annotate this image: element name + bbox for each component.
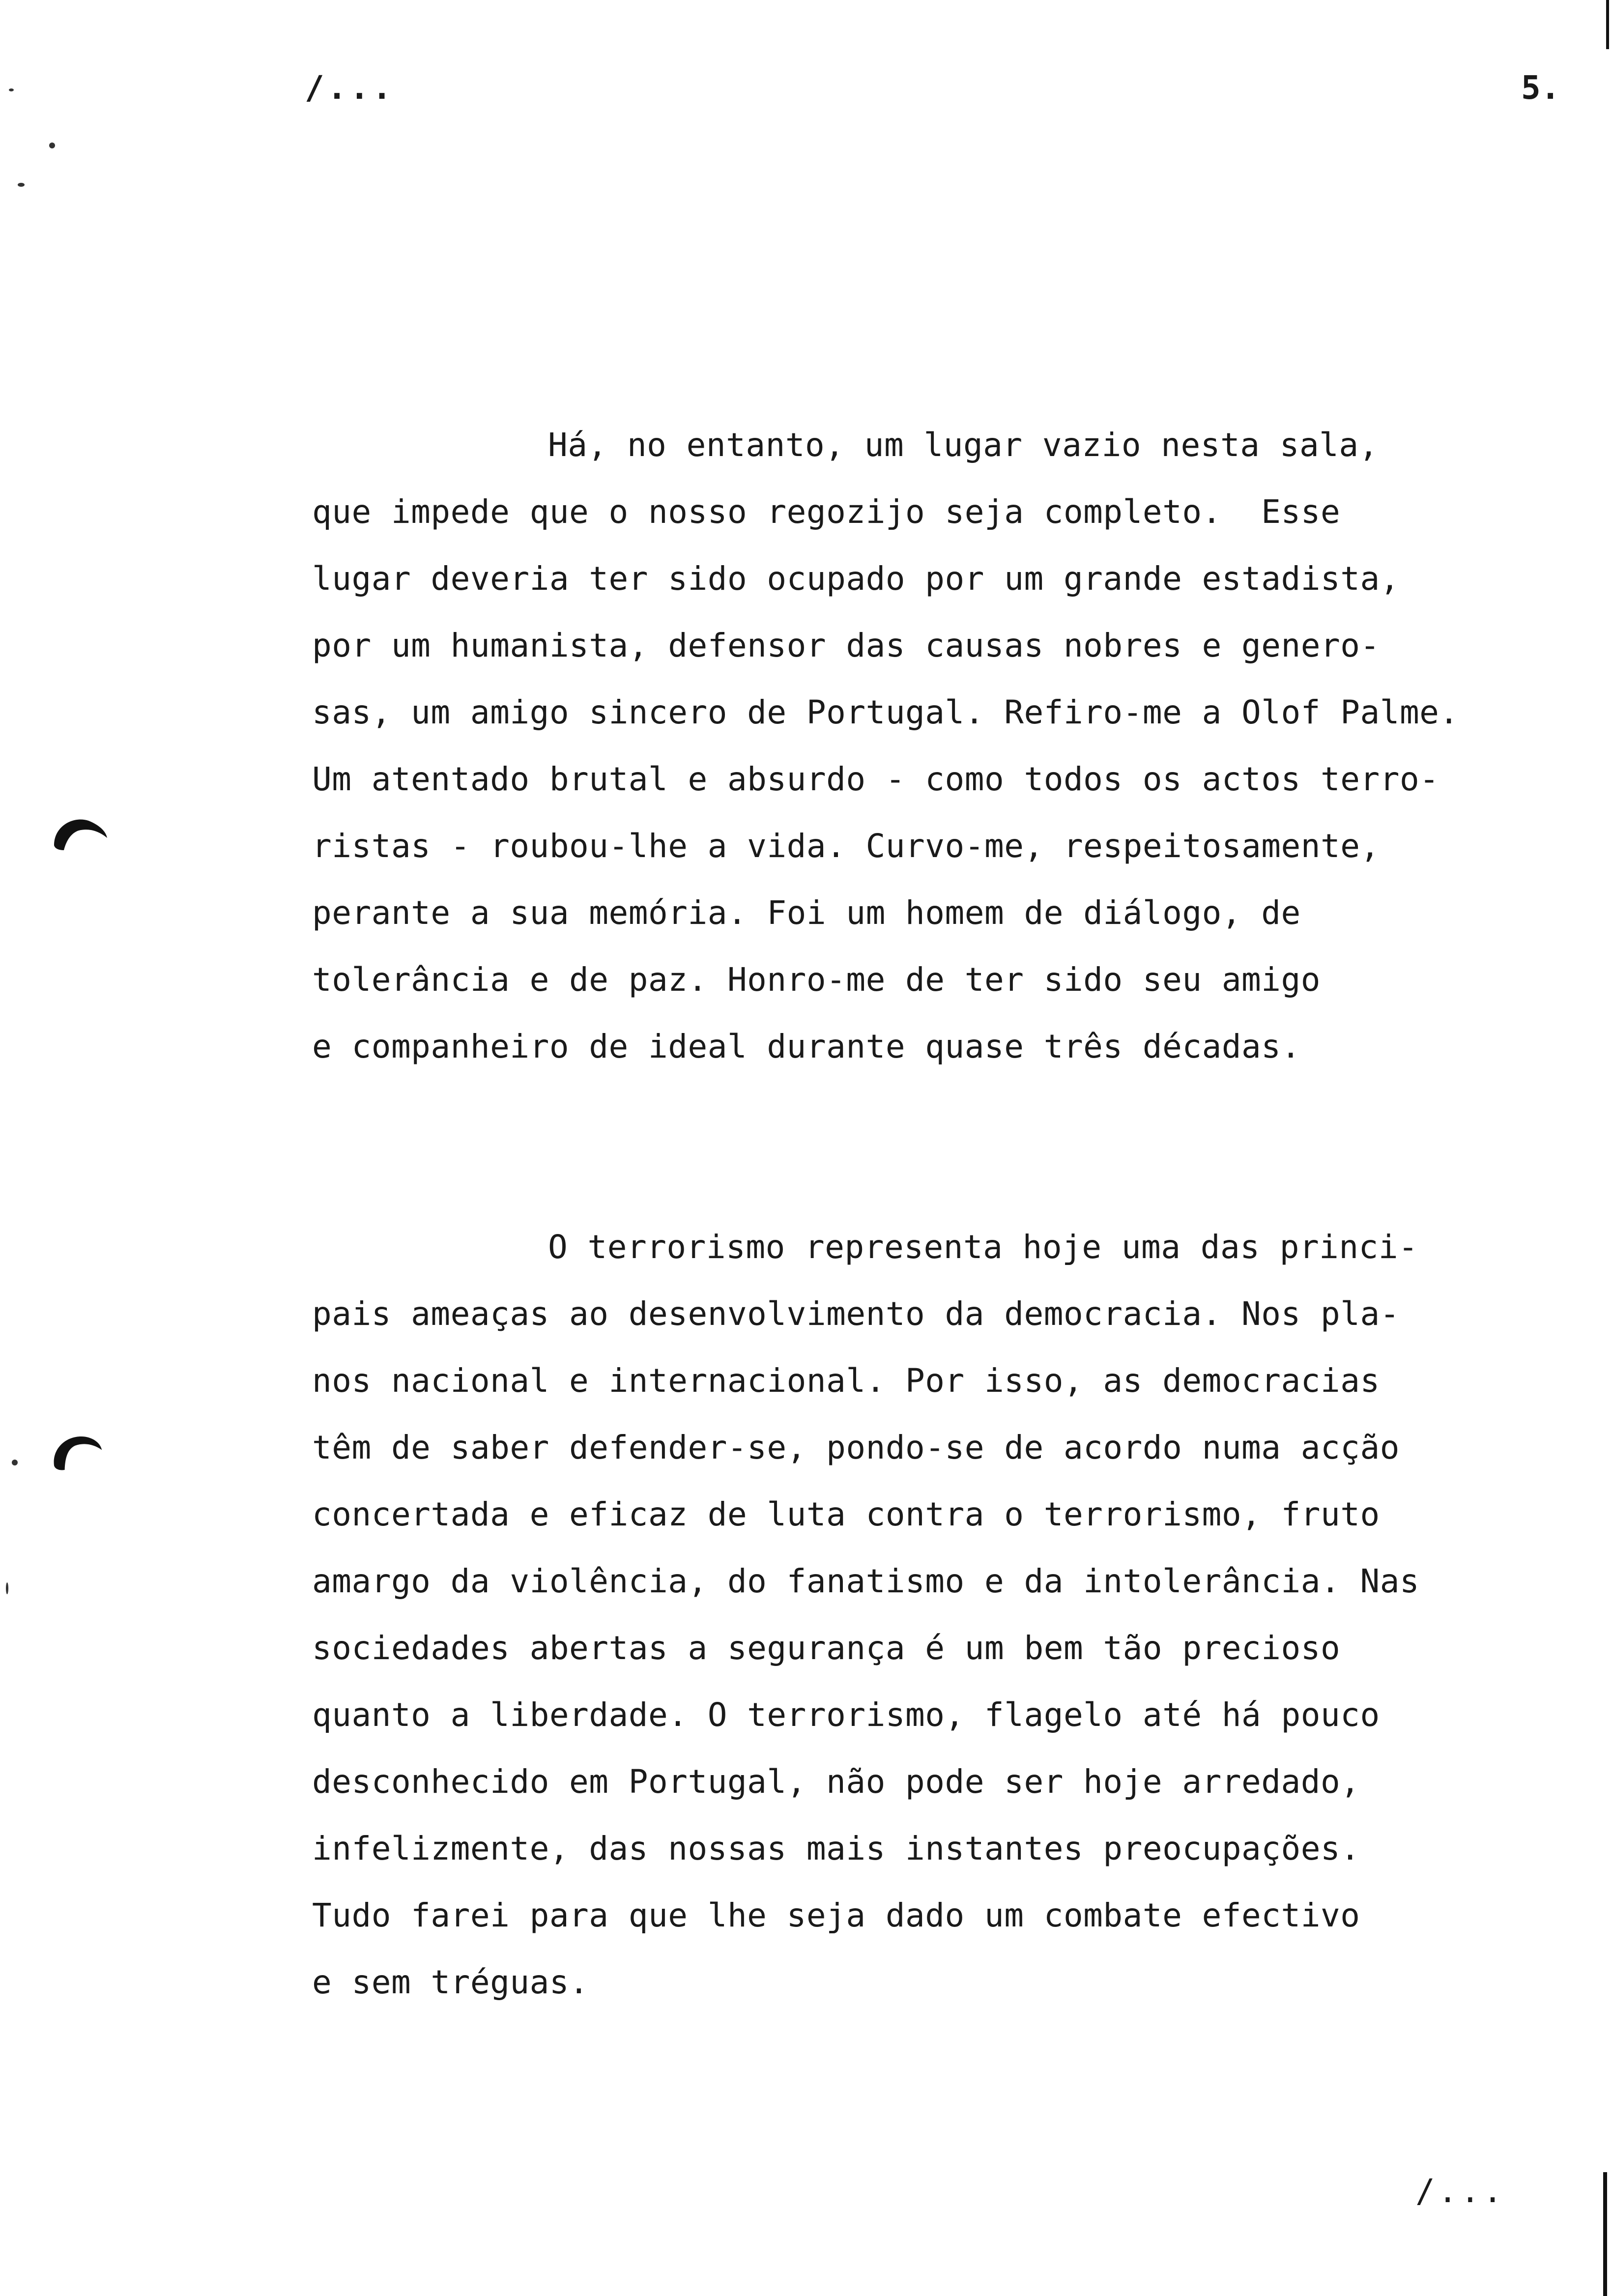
text-line: sociedades abertas a segurança é um bem tão precioso <box>312 1629 1341 1667</box>
text-line: Tudo farei para que lhe seja dado um combate efectivo <box>312 1896 1360 1934</box>
scan-speck <box>49 143 55 148</box>
text-line: pais ameaças ao desenvolvimento da democracia. Nos pla- <box>312 1295 1400 1333</box>
text-line: infelizmente, das nossas mais instantes preocupações. <box>312 1830 1360 1867</box>
header-continuation-mark: /... <box>305 69 395 107</box>
text-line: perante a sua memória. Foi um homem de diálogo, de <box>312 894 1301 932</box>
paragraph-terrorism <box>312 1214 1492 2016</box>
text-line: O terrorismo representa hoje uma das princi- <box>548 1228 1418 1266</box>
punch-hole-icon <box>49 811 108 855</box>
text-line: quanto a liberdade. O terrorismo, flagelo até há pouco <box>312 1696 1380 1734</box>
page-number: 5. <box>1521 69 1560 107</box>
scan-speck <box>18 183 25 187</box>
text-line: tolerância e de paz. Honro-me de ter sido seu amigo <box>312 961 1321 999</box>
scan-speck <box>12 1460 18 1465</box>
text-line: e companheiro de ideal durante quase três décadas. <box>312 1028 1301 1065</box>
text-line: lugar deveria ter sido ocupado por um grande estadista, <box>312 560 1400 598</box>
text-line: por um humanista, defensor das causas nobres e genero- <box>312 627 1380 664</box>
scan-speck <box>9 88 14 91</box>
scan-edge-top-right <box>1606 0 1609 49</box>
scan-speck <box>6 1582 8 1594</box>
text-line: ristas - roubou-lhe a vida. Curvo-me, respeitosamente, <box>312 827 1380 865</box>
text-line: Um atentado brutal e absurdo - como todos os actos terro- <box>312 760 1439 798</box>
text-line: concertada e eficaz de luta contra o terrorismo, fruto <box>312 1495 1380 1533</box>
text-line: Há, no entanto, um lugar vazio nesta sala, <box>548 426 1379 464</box>
paragraph-olof-palme <box>312 412 1492 1080</box>
text-line: sas, um amigo sincero de Portugal. Refiro-me a Olof Palme. <box>312 693 1459 731</box>
text-line: que impede que o nosso regozijo seja completo. Esse <box>312 493 1341 531</box>
scan-edge-bottom-right <box>1603 2172 1607 2296</box>
text-line: amargo da violência, do fanatismo e da intolerância. Nas <box>312 1562 1420 1600</box>
text-line: nos nacional e internacional. Por isso, as democracias <box>312 1362 1380 1400</box>
punch-hole-icon <box>47 1430 106 1474</box>
text-line: têm de saber defender-se, pondo-se de acordo numa acção <box>312 1429 1400 1466</box>
text-line: e sem tréguas. <box>312 1963 589 2001</box>
footer-continuation-mark: /... <box>1415 2172 1505 2210</box>
text-line: desconhecido em Portugal, não pode ser hoje arredado, <box>312 1763 1360 1801</box>
